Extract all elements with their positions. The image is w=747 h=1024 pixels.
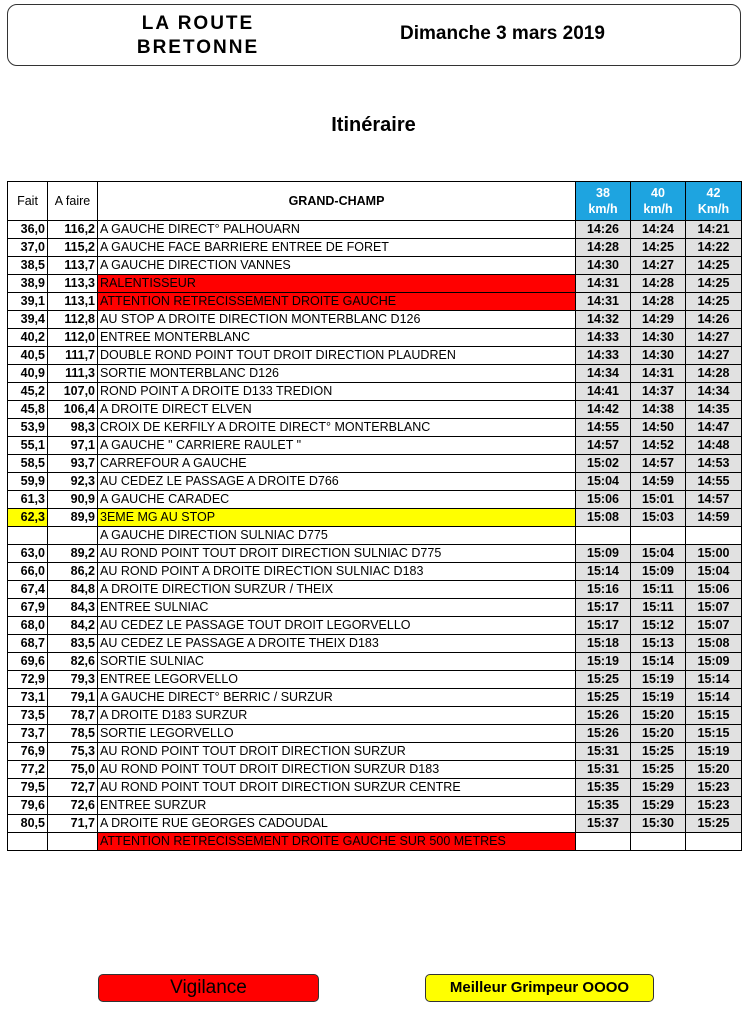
cell-fait: 76,9 bbox=[8, 743, 48, 761]
cell-time-38: 15:31 bbox=[576, 743, 631, 761]
cell-instruction: AU ROND POINT TOUT DROIT DIRECTION SURZUR D183 bbox=[98, 761, 576, 779]
table-row bbox=[8, 329, 742, 347]
cell-fait: 37,0 bbox=[8, 239, 48, 257]
cell-fait: 73,7 bbox=[8, 725, 48, 743]
cell-fait: 38,9 bbox=[8, 275, 48, 293]
cell-time-38: 14:31 bbox=[576, 275, 631, 293]
cell-afaire: 78,5 bbox=[48, 725, 98, 743]
cell-time-42: 15:08 bbox=[686, 635, 742, 653]
cell-fait: 62,3 bbox=[8, 509, 48, 527]
cell-time-38: 14:33 bbox=[576, 347, 631, 365]
cell-afaire: 115,2 bbox=[48, 239, 98, 257]
cell-afaire: 78,7 bbox=[48, 707, 98, 725]
table-row bbox=[8, 347, 742, 365]
cell-time-40: 15:12 bbox=[631, 617, 686, 635]
cell-time-42: 14:22 bbox=[686, 239, 742, 257]
cell-instruction: A GAUCHE " CARRIERE RAULET " bbox=[98, 437, 576, 455]
cell-time-42: 15:20 bbox=[686, 761, 742, 779]
cell-time-42: 14:59 bbox=[686, 509, 742, 527]
cell-time-42: 14:21 bbox=[686, 221, 742, 239]
cell-fait: 38,5 bbox=[8, 257, 48, 275]
cell-time-42: 15:19 bbox=[686, 743, 742, 761]
cell-afaire: 75,0 bbox=[48, 761, 98, 779]
cell-instruction: A GAUCHE DIRECT° BERRIC / SURZUR bbox=[98, 689, 576, 707]
logo bbox=[128, 12, 268, 60]
cell-time-42: 15:15 bbox=[686, 725, 742, 743]
cell-fait: 63,0 bbox=[8, 545, 48, 563]
speed-unit: km/h bbox=[643, 202, 673, 216]
cell-afaire: 79,1 bbox=[48, 689, 98, 707]
cell-time-42: 15:14 bbox=[686, 671, 742, 689]
cell-time-38: 15:31 bbox=[576, 761, 631, 779]
table-row bbox=[8, 491, 742, 509]
cell-time-40: 15:11 bbox=[631, 581, 686, 599]
cell-time-40: 15:13 bbox=[631, 635, 686, 653]
cell-time-40: 15:29 bbox=[631, 797, 686, 815]
cell-afaire: 112,0 bbox=[48, 329, 98, 347]
cell-instruction: DOUBLE ROND POINT TOUT DROIT DIRECTION PLAUDREN bbox=[98, 347, 576, 365]
cell-time-38: 15:06 bbox=[576, 491, 631, 509]
table-row bbox=[8, 365, 742, 383]
cell-time-42: 14:25 bbox=[686, 257, 742, 275]
cell-time-38: 15:14 bbox=[576, 563, 631, 581]
table-row bbox=[8, 833, 742, 851]
cell-fait: 40,2 bbox=[8, 329, 48, 347]
table-row bbox=[8, 437, 742, 455]
cell-fait: 77,2 bbox=[8, 761, 48, 779]
cell-time-42: 14:57 bbox=[686, 491, 742, 509]
cell-afaire: 82,6 bbox=[48, 653, 98, 671]
cell-time-40: 15:29 bbox=[631, 779, 686, 797]
table-row bbox=[8, 725, 742, 743]
cell-time-40: 14:30 bbox=[631, 329, 686, 347]
cell-time-42: 15:04 bbox=[686, 563, 742, 581]
cell-afaire: 84,3 bbox=[48, 599, 98, 617]
cell-afaire: 111,3 bbox=[48, 365, 98, 383]
col-header-speed-42 bbox=[686, 182, 742, 221]
cell-time-38: 15:25 bbox=[576, 689, 631, 707]
table-row bbox=[8, 419, 742, 437]
table-row bbox=[8, 473, 742, 491]
cell-time-40: 14:28 bbox=[631, 293, 686, 311]
cell-instruction: AU CEDEZ LE PASSAGE A DROITE D766 bbox=[98, 473, 576, 491]
cell-time-42: 15:07 bbox=[686, 599, 742, 617]
cell-time-38: 15:18 bbox=[576, 635, 631, 653]
cell-time-42: 15:23 bbox=[686, 797, 742, 815]
cell-time-40: 15:30 bbox=[631, 815, 686, 833]
cell-fait: 80,5 bbox=[8, 815, 48, 833]
cell-afaire: 86,2 bbox=[48, 563, 98, 581]
cell-time-38: 15:26 bbox=[576, 725, 631, 743]
cell-instruction: ATTENTION RETRECISSEMENT DROITE GAUCHE SUR 500 METRES bbox=[98, 833, 576, 851]
speed-value: 38 bbox=[596, 186, 610, 200]
cell-instruction: A GAUCHE DIRECTION VANNES bbox=[98, 257, 576, 275]
cell-time-40: 15:25 bbox=[631, 743, 686, 761]
cell-fait: 55,1 bbox=[8, 437, 48, 455]
cell-time-38: 14:57 bbox=[576, 437, 631, 455]
table-row bbox=[8, 689, 742, 707]
cell-time-42 bbox=[686, 833, 742, 851]
cell-fait: 40,9 bbox=[8, 365, 48, 383]
cell-afaire: 111,7 bbox=[48, 347, 98, 365]
cell-time-40: 15:20 bbox=[631, 707, 686, 725]
cell-time-42: 14:27 bbox=[686, 329, 742, 347]
cell-time-38: 14:33 bbox=[576, 329, 631, 347]
cell-instruction: ENTREE LEGORVELLO bbox=[98, 671, 576, 689]
cell-fait: 36,0 bbox=[8, 221, 48, 239]
cell-time-38: 15:17 bbox=[576, 617, 631, 635]
cell-fait: 73,5 bbox=[8, 707, 48, 725]
cell-time-40: 15:09 bbox=[631, 563, 686, 581]
cell-time-42: 15:25 bbox=[686, 815, 742, 833]
cell-instruction: AU CEDEZ LE PASSAGE A DROITE THEIX D183 bbox=[98, 635, 576, 653]
cell-fait bbox=[8, 527, 48, 545]
cell-instruction: AU CEDEZ LE PASSAGE TOUT DROIT LEGORVELLO bbox=[98, 617, 576, 635]
cell-afaire: 84,2 bbox=[48, 617, 98, 635]
cell-instruction: A DROITE DIRECT ELVEN bbox=[98, 401, 576, 419]
cell-time-42: 14:26 bbox=[686, 311, 742, 329]
cell-time-40: 15:01 bbox=[631, 491, 686, 509]
cell-afaire: 113,1 bbox=[48, 293, 98, 311]
speed-unit: km/h bbox=[588, 202, 618, 216]
cell-time-38: 15:16 bbox=[576, 581, 631, 599]
cell-instruction: AU ROND POINT A DROITE DIRECTION SULNIAC D183 bbox=[98, 563, 576, 581]
cell-fait: 79,5 bbox=[8, 779, 48, 797]
cell-time-38: 15:08 bbox=[576, 509, 631, 527]
cell-time-42: 15:14 bbox=[686, 689, 742, 707]
logo-line-2: BRETONNE bbox=[136, 37, 260, 58]
cell-time-40 bbox=[631, 833, 686, 851]
cell-fait: 67,4 bbox=[8, 581, 48, 599]
cell-time-38: 15:02 bbox=[576, 455, 631, 473]
cell-instruction: ENTREE SULNIAC bbox=[98, 599, 576, 617]
cell-fait: 58,5 bbox=[8, 455, 48, 473]
cell-instruction: A GAUCHE CARADEC bbox=[98, 491, 576, 509]
cell-time-38: 14:31 bbox=[576, 293, 631, 311]
cell-afaire: 93,7 bbox=[48, 455, 98, 473]
cell-time-40: 14:30 bbox=[631, 347, 686, 365]
cell-instruction: A DROITE DIRECTION SURZUR / THEIX bbox=[98, 581, 576, 599]
cell-time-42: 14:47 bbox=[686, 419, 742, 437]
logo-line-1: LA ROUTE bbox=[141, 13, 255, 34]
cell-time-40: 15:03 bbox=[631, 509, 686, 527]
cell-time-38: 14:26 bbox=[576, 221, 631, 239]
cell-fait: 39,4 bbox=[8, 311, 48, 329]
cell-time-40: 14:50 bbox=[631, 419, 686, 437]
cell-time-42: 14:48 bbox=[686, 437, 742, 455]
cell-fait: 40,5 bbox=[8, 347, 48, 365]
cell-time-42: 14:28 bbox=[686, 365, 742, 383]
speed-unit: Km/h bbox=[697, 202, 730, 216]
table-row bbox=[8, 239, 742, 257]
cell-time-40: 15:19 bbox=[631, 689, 686, 707]
cell-time-40: 14:59 bbox=[631, 473, 686, 491]
table-row bbox=[8, 581, 742, 599]
cell-afaire: 98,3 bbox=[48, 419, 98, 437]
cell-fait: 79,6 bbox=[8, 797, 48, 815]
table-row bbox=[8, 293, 742, 311]
cell-instruction: A GAUCHE DIRECTION SULNIAC D775 bbox=[98, 527, 576, 545]
cell-time-38: 15:26 bbox=[576, 707, 631, 725]
table-header-row bbox=[8, 182, 742, 221]
cell-afaire bbox=[48, 527, 98, 545]
cell-afaire: 107,0 bbox=[48, 383, 98, 401]
cell-time-38: 15:19 bbox=[576, 653, 631, 671]
cell-time-38: 15:35 bbox=[576, 779, 631, 797]
cell-afaire: 89,2 bbox=[48, 545, 98, 563]
table-row bbox=[8, 635, 742, 653]
cell-time-42: 14:53 bbox=[686, 455, 742, 473]
cell-time-42: 15:00 bbox=[686, 545, 742, 563]
table-row bbox=[8, 797, 742, 815]
cell-time-40: 14:52 bbox=[631, 437, 686, 455]
cell-instruction: ATTENTION RETRECISSEMENT DROITE GAUCHE bbox=[98, 293, 576, 311]
cell-afaire: 84,8 bbox=[48, 581, 98, 599]
cell-instruction: 3EME MG AU STOP bbox=[98, 509, 576, 527]
cell-time-42: 15:15 bbox=[686, 707, 742, 725]
cell-afaire: 71,7 bbox=[48, 815, 98, 833]
table-row bbox=[8, 221, 742, 239]
table-row bbox=[8, 743, 742, 761]
cell-afaire: 106,4 bbox=[48, 401, 98, 419]
cell-time-38: 14:42 bbox=[576, 401, 631, 419]
cell-afaire: 75,3 bbox=[48, 743, 98, 761]
cell-fait: 53,9 bbox=[8, 419, 48, 437]
cell-time-38 bbox=[576, 833, 631, 851]
cell-time-38: 14:41 bbox=[576, 383, 631, 401]
cell-time-42: 14:34 bbox=[686, 383, 742, 401]
cell-afaire: 113,3 bbox=[48, 275, 98, 293]
legend-vigilance: Vigilance bbox=[98, 974, 319, 1002]
cell-time-40: 15:14 bbox=[631, 653, 686, 671]
cell-time-40: 14:29 bbox=[631, 311, 686, 329]
cell-time-42: 15:06 bbox=[686, 581, 742, 599]
cell-time-40: 14:25 bbox=[631, 239, 686, 257]
cell-time-40: 15:11 bbox=[631, 599, 686, 617]
cell-afaire: 92,3 bbox=[48, 473, 98, 491]
col-header-fait: Fait bbox=[8, 182, 48, 221]
cell-instruction: A GAUCHE FACE BARRIERE ENTREE DE FORET bbox=[98, 239, 576, 257]
cell-fait: 67,9 bbox=[8, 599, 48, 617]
cell-instruction: A GAUCHE DIRECT° PALHOUARN bbox=[98, 221, 576, 239]
cell-time-40: 15:19 bbox=[631, 671, 686, 689]
cell-time-40: 14:31 bbox=[631, 365, 686, 383]
table-row bbox=[8, 599, 742, 617]
cell-afaire: 112,8 bbox=[48, 311, 98, 329]
table-row bbox=[8, 509, 742, 527]
cell-time-40: 14:24 bbox=[631, 221, 686, 239]
cell-instruction: SORTIE MONTERBLANC D126 bbox=[98, 365, 576, 383]
legend-meilleur-grimpeur: Meilleur Grimpeur OOOO bbox=[425, 974, 654, 1002]
cell-time-38: 14:28 bbox=[576, 239, 631, 257]
table-row bbox=[8, 653, 742, 671]
cell-time-40: 15:20 bbox=[631, 725, 686, 743]
cell-time-42: 15:07 bbox=[686, 617, 742, 635]
cell-fait: 66,0 bbox=[8, 563, 48, 581]
cell-afaire: 113,7 bbox=[48, 257, 98, 275]
cell-fait: 72,9 bbox=[8, 671, 48, 689]
cell-instruction: SORTIE SULNIAC bbox=[98, 653, 576, 671]
cell-time-38: 15:25 bbox=[576, 671, 631, 689]
cell-time-38: 14:55 bbox=[576, 419, 631, 437]
cell-afaire bbox=[48, 833, 98, 851]
speed-value: 40 bbox=[651, 186, 665, 200]
cell-time-40: 14:37 bbox=[631, 383, 686, 401]
cell-time-38 bbox=[576, 527, 631, 545]
cell-instruction: A DROITE RUE GEORGES CADOUDAL bbox=[98, 815, 576, 833]
table-row bbox=[8, 761, 742, 779]
table-row bbox=[8, 401, 742, 419]
cell-instruction: ROND POINT A DROITE D133 TREDION bbox=[98, 383, 576, 401]
cell-afaire: 89,9 bbox=[48, 509, 98, 527]
cell-fait: 68,7 bbox=[8, 635, 48, 653]
cell-time-38: 15:17 bbox=[576, 599, 631, 617]
col-header-speed-40 bbox=[631, 182, 686, 221]
table-row bbox=[8, 455, 742, 473]
speed-value: 42 bbox=[706, 186, 721, 200]
cell-time-38: 14:30 bbox=[576, 257, 631, 275]
cell-time-40: 14:27 bbox=[631, 257, 686, 275]
cell-fait: 73,1 bbox=[8, 689, 48, 707]
cell-time-42: 14:35 bbox=[686, 401, 742, 419]
cell-time-40: 14:38 bbox=[631, 401, 686, 419]
cell-fait: 45,8 bbox=[8, 401, 48, 419]
cell-fait: 59,9 bbox=[8, 473, 48, 491]
cell-instruction: ENTREE MONTERBLANC bbox=[98, 329, 576, 347]
cell-time-38: 15:04 bbox=[576, 473, 631, 491]
table-row bbox=[8, 815, 742, 833]
cell-afaire: 72,6 bbox=[48, 797, 98, 815]
cell-fait: 61,3 bbox=[8, 491, 48, 509]
table-row bbox=[8, 527, 742, 545]
cell-time-38: 14:34 bbox=[576, 365, 631, 383]
table-row bbox=[8, 671, 742, 689]
cell-fait: 39,1 bbox=[8, 293, 48, 311]
cell-afaire: 83,5 bbox=[48, 635, 98, 653]
cell-time-42: 15:09 bbox=[686, 653, 742, 671]
cell-time-42: 14:25 bbox=[686, 293, 742, 311]
cell-time-42: 14:27 bbox=[686, 347, 742, 365]
cell-instruction: ENTREE SURZUR bbox=[98, 797, 576, 815]
col-header-afaire: A faire bbox=[48, 182, 98, 221]
cell-instruction: AU ROND POINT TOUT DROIT DIRECTION SULNIAC D775 bbox=[98, 545, 576, 563]
cell-fait: 68,0 bbox=[8, 617, 48, 635]
cell-fait: 45,2 bbox=[8, 383, 48, 401]
itinerary-table bbox=[7, 181, 742, 851]
cell-instruction: RALENTISSEUR bbox=[98, 275, 576, 293]
cell-fait bbox=[8, 833, 48, 851]
header-box bbox=[7, 4, 741, 66]
cell-afaire: 72,7 bbox=[48, 779, 98, 797]
cell-time-40 bbox=[631, 527, 686, 545]
table-row bbox=[8, 383, 742, 401]
cell-instruction: CARREFOUR A GAUCHE bbox=[98, 455, 576, 473]
cell-time-40: 14:28 bbox=[631, 275, 686, 293]
cell-time-38: 14:32 bbox=[576, 311, 631, 329]
table-row bbox=[8, 545, 742, 563]
table-row bbox=[8, 563, 742, 581]
cell-fait: 69,6 bbox=[8, 653, 48, 671]
col-header-destination: GRAND-CHAMP bbox=[98, 182, 576, 221]
cell-time-40: 15:25 bbox=[631, 761, 686, 779]
cell-time-38: 15:35 bbox=[576, 797, 631, 815]
cell-instruction: A DROITE D183 SURZUR bbox=[98, 707, 576, 725]
table-row bbox=[8, 311, 742, 329]
cell-instruction: CROIX DE KERFILY A DROITE DIRECT° MONTERBLANC bbox=[98, 419, 576, 437]
cell-afaire: 116,2 bbox=[48, 221, 98, 239]
cell-instruction: AU STOP A DROITE DIRECTION MONTERBLANC D126 bbox=[98, 311, 576, 329]
cell-afaire: 90,9 bbox=[48, 491, 98, 509]
cell-time-40: 14:57 bbox=[631, 455, 686, 473]
cell-afaire: 97,1 bbox=[48, 437, 98, 455]
cell-time-38: 15:37 bbox=[576, 815, 631, 833]
cell-time-42: 14:55 bbox=[686, 473, 742, 491]
cell-afaire: 79,3 bbox=[48, 671, 98, 689]
cell-instruction: AU ROND POINT TOUT DROIT DIRECTION SURZUR bbox=[98, 743, 576, 761]
table-row bbox=[8, 707, 742, 725]
table-row bbox=[8, 257, 742, 275]
cell-time-38: 15:09 bbox=[576, 545, 631, 563]
page-title: Itinéraire bbox=[331, 114, 416, 136]
cell-time-40: 15:04 bbox=[631, 545, 686, 563]
col-header-speed-38 bbox=[576, 182, 631, 221]
table-row bbox=[8, 779, 742, 797]
cell-instruction: SORTIE LEGORVELLO bbox=[98, 725, 576, 743]
cell-time-42: 15:23 bbox=[686, 779, 742, 797]
cell-instruction: AU ROND POINT TOUT DROIT DIRECTION SURZUR CENTRE bbox=[98, 779, 576, 797]
cell-time-42 bbox=[686, 527, 742, 545]
table-row bbox=[8, 617, 742, 635]
table-row bbox=[8, 275, 742, 293]
event-date: Dimanche 3 mars 2019 bbox=[400, 23, 605, 44]
cell-time-42: 14:25 bbox=[686, 275, 742, 293]
